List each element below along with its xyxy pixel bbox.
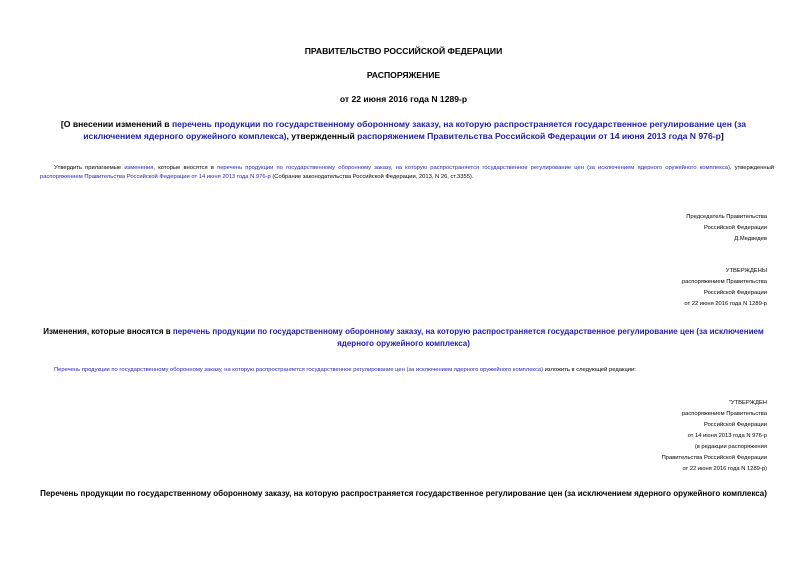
approved-list-line: от 14 июня 2013 года N 976-р — [687, 433, 767, 439]
approved-list-line: (в редакции распоряжения — [694, 444, 767, 450]
approved-list-line: Правительства Российской Федерации — [661, 455, 767, 461]
approved-list-line: от 22 июня 2016 года N 1289-р) — [682, 466, 767, 472]
title-link-list[interactable]: перечень продукции по государственному оборонному заказу, на которую распространяется государственное регулирование цен (за исключением ядерного оружейного комплекса) — [83, 119, 747, 141]
intro-paragraph — [40, 164, 774, 181]
approved-list-line: "УТВЕРЖДЕН — [728, 400, 767, 406]
changes-title-prefix: Изменения, которые вносятся в — [43, 327, 173, 336]
approved-list-line: распоряжением Правительства — [681, 411, 767, 417]
approved-line: Российской Федерации — [703, 290, 767, 296]
intro-text-4: (Собрание законодательства Российской Федерации, 2013, N 26, ст.3355). — [270, 173, 474, 180]
list-title: Перечень продукции по государственному оборонному заказу, на которую распространяется государственное регулирование цен (за исключением ядерного оружейного комплекса) — [40, 489, 767, 498]
changes-paragraph-link[interactable]: Перечень продукции по государственному оборонному заказу, на которую распространяется государственное регулирование цен (за исключением ядерного оружейного комплекса) — [54, 367, 544, 373]
intro-link-list[interactable]: перечень продукции по государственному оборонному заказу, на которую распространяется государственное регулирование цен (за исключением ядерного оружейного комплекса) — [217, 165, 730, 171]
document-title — [40, 118, 767, 142]
intro-link-changes[interactable]: изменения — [124, 165, 154, 171]
approved-list-line: Российской Федерации — [703, 422, 767, 428]
signature-line: Российской Федерации — [703, 225, 767, 231]
intro-link-order[interactable]: распоряжением Правительства Российской Федерации от 14 июня 2013 года N 976-р — [40, 173, 271, 180]
changes-paragraph-text: изложить в следующей редакции: — [543, 367, 636, 373]
approved-list-block — [662, 398, 767, 475]
signature-line: Д.Медведев — [734, 236, 767, 242]
title-middle: , утвержденный — [286, 131, 358, 141]
intro-text-2: , которые вносятся в — [153, 165, 218, 171]
document-type: РАСПОРЯЖЕНИЕ — [366, 70, 441, 80]
approved-line: от 22 июня 2016 года N 1289-р — [684, 301, 767, 307]
changes-title — [40, 326, 767, 350]
changes-title-link[interactable]: перечень продукции по государственному оборонному заказу, на которую распространяется государственное регулирование цен (за исключением ядерного оружейного комплекса) — [172, 327, 764, 348]
intro-text-3: , утвержденный — [729, 165, 775, 171]
title-prefix: [О внесении изменений в — [60, 119, 172, 129]
approved-line: УТВЕРЖДЕНЫ — [725, 268, 767, 274]
approved-line: распоряжением Правительства — [681, 279, 767, 285]
signature-block — [686, 212, 767, 245]
title-suffix: ] — [720, 131, 724, 141]
approved-block — [682, 266, 767, 310]
title-link-order[interactable]: распоряжением Правительства Российской Федерации от 14 июня 2013 года N 976-р — [357, 131, 721, 141]
signature-line: Председатель Правительства — [686, 214, 767, 220]
intro-text-1: Утвердить прилагаемые — [54, 165, 125, 171]
government-header: ПРАВИТЕЛЬСТВО РОССИЙСКОЙ ФЕДЕРАЦИИ — [304, 46, 503, 56]
document-date: от 22 июня 2016 года N 1289-р — [339, 94, 468, 104]
changes-paragraph — [40, 366, 774, 375]
